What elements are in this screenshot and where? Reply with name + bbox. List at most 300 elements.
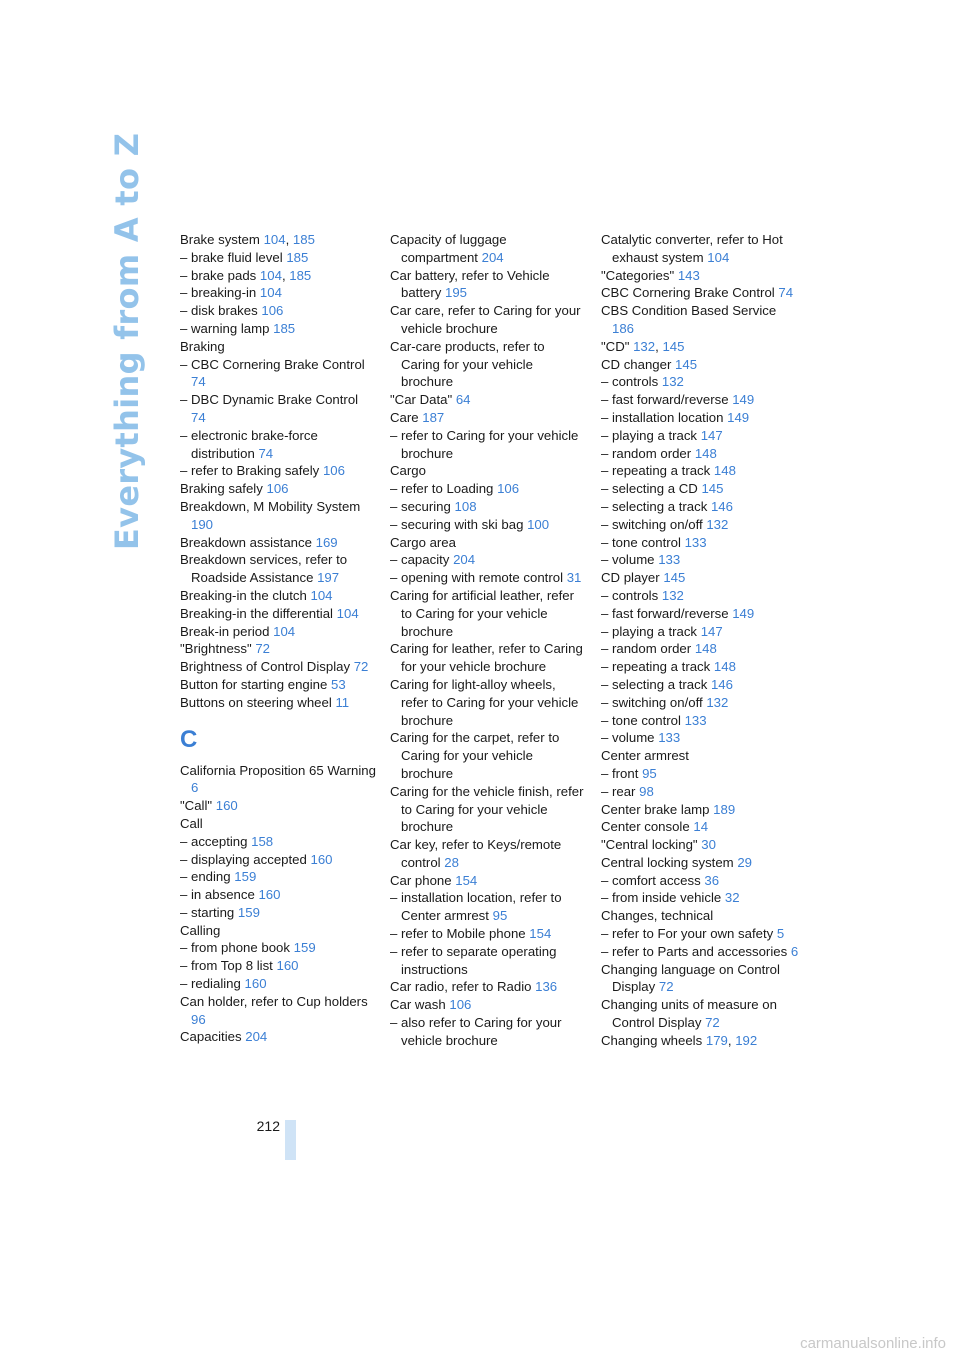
index-entry	[601, 889, 801, 907]
page-reference-link[interactable]: 100	[527, 516, 550, 532]
index-term: Changing units of measure on Control Display	[601, 997, 777, 1031]
index-term: Capacity of luggage compartment	[390, 232, 507, 265]
index-entry	[180, 993, 376, 1029]
index-entry	[390, 783, 586, 836]
page-reference-link[interactable]: 145	[662, 338, 685, 354]
index-entry	[601, 961, 801, 997]
page-reference-link[interactable]: 148	[694, 445, 717, 461]
index-term: – in absence	[180, 887, 255, 903]
index-entry	[390, 551, 586, 569]
page-reference-link[interactable]: 11	[335, 694, 350, 710]
page-reference-link[interactable]: 160	[244, 976, 267, 992]
index-entry	[601, 569, 801, 587]
index-term: – refer to separate operating instructions	[390, 943, 557, 977]
page-reference-link[interactable]: 159	[234, 869, 257, 885]
index-entry	[390, 943, 586, 979]
index-term: – CBC Cornering Brake Control	[180, 356, 365, 372]
page-reference-link[interactable]: 74	[778, 285, 794, 301]
page-reference-link[interactable]: 159	[237, 904, 260, 920]
index-term: CBC Cornering Brake Control	[601, 285, 775, 301]
page-number-bar	[285, 1120, 296, 1160]
page-reference-link[interactable]: 179	[705, 1032, 728, 1048]
index-term: Call	[180, 815, 203, 831]
index-term: – repeating a track	[601, 659, 711, 675]
index-entry	[180, 1028, 376, 1046]
index-entry	[601, 925, 801, 943]
index-term: "Brightness"	[180, 641, 252, 657]
index-entry	[601, 534, 801, 552]
index-term: CBS Condition Based Service	[601, 303, 777, 319]
index-entry	[601, 712, 801, 730]
section-title-vertical: Everything from A to Z	[108, 132, 146, 550]
page-reference-link[interactable]: 146	[710, 676, 733, 692]
index-term: Center console	[601, 819, 690, 835]
page-reference-link[interactable]: 133	[658, 552, 681, 568]
page-reference-link[interactable]: 72	[658, 979, 674, 995]
page-reference-link[interactable]: 158	[251, 833, 274, 849]
index-term: Brightness of Control Display	[180, 659, 351, 675]
index-entry	[601, 801, 801, 819]
index-entry	[180, 391, 376, 427]
page-reference-link[interactable]: 132	[661, 374, 684, 390]
index-entry	[180, 534, 376, 552]
index-entry: Changing wheels 179, 192	[601, 1032, 758, 1048]
index-entry	[390, 996, 586, 1014]
page-reference-link[interactable]: 185	[292, 232, 315, 247]
page-reference-link[interactable]: 106	[266, 481, 289, 497]
index-entry	[601, 658, 801, 676]
page-reference-link[interactable]: 133	[684, 712, 707, 728]
page-reference-link[interactable]: 106	[322, 463, 345, 479]
page-reference-link[interactable]: 72	[353, 659, 369, 675]
page-reference-link[interactable]: 36	[704, 872, 720, 888]
page-reference-link[interactable]: 148	[713, 463, 736, 479]
index-entry	[180, 904, 376, 922]
index-term: – securing with ski bag	[390, 516, 524, 532]
page-reference-link[interactable]: 197	[317, 570, 340, 586]
index-term: Center brake lamp	[601, 801, 710, 817]
page-reference-link[interactable]: 32	[724, 890, 740, 906]
index-entry	[390, 267, 586, 303]
index-entry	[601, 587, 801, 605]
index-term: Calling	[180, 922, 221, 938]
index-entry: Brake system 104, 185	[180, 232, 315, 247]
index-term: – volume	[601, 552, 655, 568]
index-term: – disk brakes	[180, 303, 258, 319]
index-entry	[180, 640, 376, 658]
page-reference-link[interactable]: 143	[677, 267, 700, 283]
index-term: Can holder, refer to Cup holders	[180, 993, 368, 1009]
index-term: Car-care products, refer to Caring for your vehicle brochure	[390, 338, 545, 390]
index-entry	[601, 445, 801, 463]
index-entry	[601, 676, 801, 694]
index-term: Car radio, refer to Radio	[390, 979, 532, 995]
index-term: Breaking-in the differential	[180, 605, 333, 621]
index-entry	[601, 747, 801, 765]
page-reference-link[interactable]: 185	[289, 267, 312, 283]
index-term: – from Top 8 list	[180, 958, 273, 974]
index-entry	[390, 587, 586, 640]
index-entry	[601, 640, 801, 658]
index-entry	[601, 836, 801, 854]
index-term: – opening with remote control	[390, 570, 564, 586]
index-entry	[601, 231, 801, 267]
index-entry	[601, 872, 801, 890]
index-term: – front	[601, 765, 639, 781]
index-entry	[390, 302, 586, 338]
index-term: Caring for the carpet, refer to Caring for your vehicle brochure	[390, 730, 560, 781]
index-term: Caring for leather, refer to Caring for your vehicle brochure	[390, 641, 583, 675]
page-reference-link[interactable]: 106	[261, 303, 284, 319]
index-term: Care	[390, 409, 419, 425]
index-entry	[390, 640, 586, 676]
index-entry	[601, 943, 801, 961]
index-term: – refer to Loading	[390, 481, 494, 497]
page-reference-link[interactable]: 108	[454, 498, 477, 514]
index-entry	[601, 498, 801, 516]
index-column-3	[601, 231, 801, 1050]
index-entry	[180, 694, 376, 712]
index-entry	[390, 409, 586, 427]
index-entry	[390, 534, 586, 552]
page-reference-link[interactable]: 204	[481, 249, 504, 265]
index-entry	[390, 978, 586, 996]
index-entry	[601, 818, 801, 836]
index-entry	[601, 409, 801, 427]
page-reference-link[interactable]: 160	[310, 851, 333, 867]
index-term: Car phone	[390, 872, 452, 888]
page-reference-link[interactable]: 95	[492, 908, 508, 924]
index-term: – installation location, refer to Center armrest	[390, 890, 562, 924]
page-reference-link[interactable]: 145	[701, 481, 724, 497]
index-term: Braking safely	[180, 481, 263, 497]
index-term: – refer to Mobile phone	[390, 926, 526, 942]
page-reference-link[interactable]: 29	[737, 854, 752, 870]
index-entry	[180, 676, 376, 694]
page-reference-link[interactable]: 160	[258, 887, 281, 903]
index-term: – capacity	[390, 552, 450, 568]
page-reference-link[interactable]: 160	[276, 958, 299, 974]
page-reference-link[interactable]: 74	[191, 374, 206, 390]
index-term: – installation location	[601, 409, 724, 425]
page-reference-link[interactable]: 185	[286, 249, 309, 265]
index-term: Breakdown, M Mobility System	[180, 498, 361, 514]
index-term: Cargo area	[390, 534, 456, 550]
index-term: – refer to Braking safely	[180, 463, 320, 479]
index-entry	[390, 872, 586, 890]
index-term: Car care, refer to Caring for your vehicle brochure	[390, 303, 581, 336]
index-term: CD player	[601, 570, 660, 586]
index-term: – controls	[601, 587, 659, 603]
index-entry	[390, 729, 586, 782]
index-entry	[390, 889, 586, 925]
index-term: – DBC Dynamic Brake Control	[180, 392, 359, 408]
index-entry	[180, 658, 376, 676]
index-term: – selecting a CD	[601, 481, 698, 497]
index-term: Break-in period	[180, 623, 270, 639]
index-term: "Central locking"	[601, 837, 698, 853]
index-entry	[601, 516, 801, 534]
index-term: – redialing	[180, 976, 241, 992]
index-term: Car battery, refer to Vehicle battery	[390, 267, 550, 301]
index-term: – switching on/off	[601, 516, 703, 532]
page-reference-link[interactable]: 64	[455, 392, 471, 408]
index-term: Breaking-in the clutch	[180, 587, 307, 603]
index-entry	[601, 765, 801, 783]
page-reference-link[interactable]: 6	[790, 943, 799, 959]
page-reference-link[interactable]: 169	[315, 534, 338, 550]
page-reference-link[interactable]: 53	[331, 676, 346, 692]
index-term: – refer to Parts and accessories	[601, 943, 788, 959]
index-term: – from phone book	[180, 940, 290, 956]
index-term: Caring for artificial leather, refer to Caring for your vehicle brochure	[390, 587, 574, 639]
index-term: – comfort access	[601, 872, 701, 888]
page-reference-link[interactable]: 96	[191, 1011, 206, 1027]
index-term: – selecting a track	[601, 676, 708, 692]
page-reference-link[interactable]: 148	[694, 641, 717, 657]
index-entry	[180, 922, 376, 940]
index-term: Caring for light-alloy wheels, refer to Caring for your vehicle brochure	[390, 676, 579, 728]
index-entry	[601, 694, 801, 712]
index-term: Changes, technical	[601, 908, 714, 924]
index-entry	[180, 462, 376, 480]
page-reference-link[interactable]: 6	[191, 780, 199, 796]
page-reference-link[interactable]: 132	[706, 694, 729, 710]
page-reference-link[interactable]: 106	[497, 481, 520, 497]
index-entry	[180, 284, 376, 302]
page-reference-link[interactable]: 74	[191, 409, 206, 425]
index-entry	[390, 462, 586, 480]
index-term: – electronic brake-force distribution	[180, 427, 318, 461]
index-entry	[601, 907, 801, 925]
page-reference-link[interactable]: 160	[215, 798, 238, 814]
index-entry	[180, 480, 376, 498]
index-term: Center armrest	[601, 748, 689, 764]
index-entry	[180, 302, 376, 320]
index-term: – random order	[601, 445, 692, 461]
index-entry	[180, 939, 376, 957]
index-entry	[601, 284, 801, 302]
page-reference-link[interactable]: 147	[700, 623, 723, 639]
index-term: – fast forward/reverse	[601, 605, 729, 621]
page-reference-link[interactable]: 106	[449, 997, 472, 1013]
index-term: – also refer to Caring for your vehicle brochure	[390, 1015, 562, 1048]
index-term: Button for starting engine	[180, 676, 328, 692]
index-entry	[601, 783, 801, 801]
index-term: – playing a track	[601, 623, 698, 639]
index-term: – selecting a track	[601, 498, 708, 514]
index-entry: "CD" 132, 145	[601, 338, 685, 354]
page-reference-link[interactable]: 145	[675, 356, 698, 372]
index-term: – displaying accepted	[180, 851, 307, 867]
page-reference-link[interactable]: 149	[732, 605, 755, 621]
index-entry	[390, 925, 586, 943]
index-term: Changing language on Control Display	[601, 961, 780, 995]
index-term: – tone control	[601, 712, 681, 728]
index-entry	[180, 427, 376, 463]
page-reference-link[interactable]: 154	[529, 926, 552, 942]
index-entry	[180, 815, 376, 833]
index-term: – breaking-in	[180, 285, 257, 301]
index-term: Catalytic converter, refer to Hot exhaust system	[601, 232, 783, 265]
index-entry	[180, 868, 376, 886]
index-term: Breakdown assistance	[180, 534, 312, 550]
page-reference-link[interactable]: 95	[642, 765, 657, 781]
index-entry	[390, 391, 586, 409]
index-term: Car wash	[390, 997, 446, 1013]
index-term: Caring for the vehicle finish, refer to Caring for your vehicle brochure	[390, 783, 584, 835]
index-entry	[180, 957, 376, 975]
index-entry	[601, 302, 801, 338]
index-term: "Call"	[180, 798, 213, 814]
index-entry	[601, 996, 801, 1032]
index-term: – refer to Caring for your vehicle brochure	[390, 427, 579, 461]
page-reference-link[interactable]: 159	[293, 940, 316, 956]
index-entry	[601, 391, 801, 409]
index-term: Braking	[180, 338, 225, 354]
page-reference-link[interactable]: 72	[255, 641, 271, 657]
page-reference-link[interactable]: 187	[422, 409, 445, 425]
page-reference-link[interactable]: 154	[455, 872, 478, 888]
index-term: Brake system	[180, 232, 260, 247]
page-reference-link[interactable]: 5	[776, 926, 785, 942]
page-reference-link[interactable]: 72	[705, 1015, 720, 1031]
index-term: – warning lamp	[180, 320, 270, 336]
index-entry	[601, 462, 801, 480]
page-reference-link[interactable]: 104	[273, 623, 296, 639]
page-reference-link[interactable]: 149	[732, 392, 755, 408]
index-term: – random order	[601, 641, 692, 657]
page-reference-link[interactable]: 145	[663, 570, 686, 586]
index-entry	[180, 605, 376, 623]
index-term: "Categories"	[601, 267, 675, 283]
index-entry	[601, 480, 801, 498]
page-reference-link[interactable]: 195	[445, 285, 468, 301]
index-entry	[601, 427, 801, 445]
index-entry	[390, 569, 586, 587]
index-term: – brake fluid level	[180, 249, 283, 265]
index-term: Cargo	[390, 463, 426, 479]
index-entry	[180, 797, 376, 815]
index-entry	[601, 605, 801, 623]
watermark: carmanualsonline.info	[800, 1335, 946, 1352]
index-entry	[390, 231, 586, 267]
page-reference-link[interactable]: 30	[701, 837, 716, 853]
index-term: Central locking system	[601, 854, 734, 870]
index-letter-heading: C	[180, 725, 198, 753]
page-reference-link[interactable]: 132	[706, 516, 729, 532]
page-reference-link[interactable]: 149	[727, 409, 750, 425]
index-term: – accepting	[180, 833, 248, 849]
page-reference-link[interactable]: 104	[259, 285, 282, 301]
index-entry	[601, 623, 801, 641]
index-entry	[180, 356, 376, 392]
index-term: California Proposition 65 Warning	[180, 762, 376, 778]
page-reference-link[interactable]: 192	[735, 1032, 758, 1048]
page-reference-link[interactable]: 189	[713, 801, 736, 817]
index-entry	[601, 729, 801, 747]
page-reference-link[interactable]: 98	[639, 783, 654, 799]
page-reference-link[interactable]: 204	[245, 1029, 268, 1045]
page-reference-link[interactable]: 147	[700, 427, 723, 443]
index-term: – rear	[601, 783, 636, 799]
index-entry	[180, 886, 376, 904]
page-reference-link[interactable]: 133	[684, 534, 707, 550]
page-reference-link[interactable]: 28	[444, 854, 459, 870]
index-entry	[390, 498, 586, 516]
page-reference-link[interactable]: 74	[258, 445, 274, 461]
page-reference-link[interactable]: 104	[310, 587, 333, 603]
index-entry	[180, 320, 376, 338]
index-entry	[180, 975, 376, 993]
page-reference-link[interactable]: 136	[535, 979, 558, 995]
page-reference-link[interactable]: 14	[693, 819, 709, 835]
index-term: – volume	[601, 730, 655, 746]
page-reference-link[interactable]: 104	[707, 249, 730, 265]
page-reference-link[interactable]: 104	[336, 605, 359, 621]
index-term: – tone control	[601, 534, 681, 550]
index-column-1	[180, 231, 376, 1046]
page-reference-link[interactable]: 104	[259, 267, 282, 283]
index-term: – brake pads	[180, 267, 257, 283]
index-term: – securing	[390, 498, 451, 514]
page-reference-link[interactable]: 104	[263, 232, 286, 247]
index-entry	[180, 833, 376, 851]
index-entry	[390, 480, 586, 498]
index-term: – ending	[180, 869, 231, 885]
index-entry	[390, 427, 586, 463]
page-reference-link[interactable]: 186	[612, 320, 635, 336]
index-entry	[601, 854, 801, 872]
index-entry	[390, 338, 586, 391]
page-reference-link[interactable]: 132	[661, 587, 684, 603]
page-reference-link[interactable]: 133	[658, 730, 681, 746]
index-entry	[390, 516, 586, 534]
page-number: 212	[256, 1118, 280, 1134]
index-entry	[180, 587, 376, 605]
index-term: – refer to For your own safety	[601, 926, 774, 942]
index-entry	[180, 623, 376, 641]
page-reference-link[interactable]: 31	[566, 570, 582, 586]
index-term: Changing wheels	[601, 1032, 703, 1048]
page-reference-link[interactable]: 190	[191, 516, 214, 532]
page-reference-link[interactable]: 146	[710, 498, 733, 514]
index-term: – starting	[180, 904, 235, 920]
index-term: – switching on/off	[601, 694, 703, 710]
index-entry	[601, 356, 801, 374]
index-term: – from inside vehicle	[601, 890, 722, 906]
index-entry: – brake pads 104, 185	[180, 267, 312, 283]
page-reference-link[interactable]: 132	[633, 338, 656, 354]
page-reference-link[interactable]: 204	[453, 552, 476, 568]
index-term: Car key, refer to Keys/remote control	[390, 837, 562, 870]
index-entry	[390, 836, 586, 872]
page-reference-link[interactable]: 185	[273, 320, 296, 336]
page-reference-link[interactable]: 148	[713, 659, 736, 675]
index-term: CD changer	[601, 356, 672, 372]
index-entry	[180, 762, 376, 798]
index-term: – playing a track	[601, 427, 698, 443]
index-term: Capacities	[180, 1029, 242, 1045]
index-term: "Car Data"	[390, 392, 453, 408]
index-term: "CD"	[601, 338, 630, 354]
index-entry	[390, 676, 586, 729]
index-term: Buttons on steering wheel	[180, 694, 332, 710]
index-term: – fast forward/reverse	[601, 392, 729, 408]
index-entry	[180, 338, 376, 356]
index-entry	[601, 373, 801, 391]
index-term: Breakdown services, refer to Roadside Assistance	[180, 552, 348, 586]
